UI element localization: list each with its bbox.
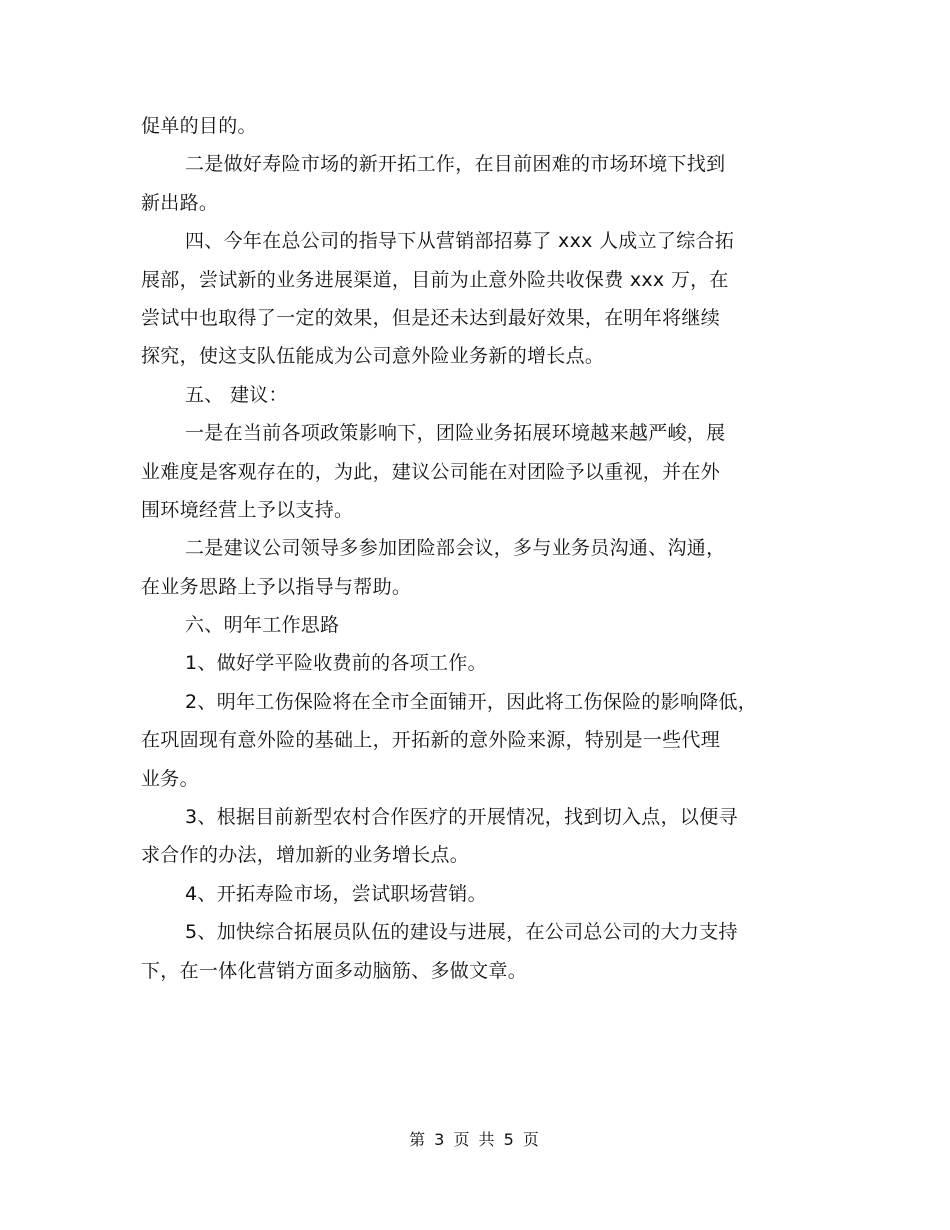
text-line: 业务。 — [141, 767, 199, 790]
text-line: 六、明年工作思路 — [185, 614, 340, 637]
text-line: 4、开拓寿险市场，尝试职场营销。 — [185, 882, 487, 905]
text-line: 1、做好学平险收费前的各项工作。 — [185, 652, 487, 675]
document-body — [141, 107, 821, 990]
text-line: 2、明年工伤保险将在全市全面铺开，因此将工伤保险的影响降低， — [185, 690, 758, 713]
text-line: 促单的目的。 — [141, 115, 257, 137]
text-line: 在巩固现有意外险的基础上，开拓新的意外险来源，特别是一些代理 — [141, 729, 721, 752]
text-line: 四、今年在总公司的指导下从营销部招募了 xxx 人成立了综合拓 — [185, 230, 735, 253]
text-line: 业难度是客观存在的，为此，建议公司能在对团险予以重视，并在外 — [141, 460, 721, 483]
text-line: 探究，使这支队伍能成为公司意外险业务新的增长点。 — [141, 345, 605, 368]
text-line: 五、 建议： — [185, 383, 288, 406]
text-line: 求合作的办法，增加新的业务增长点。 — [141, 844, 470, 867]
page-footer: 第 3 页 共 5 页 — [409, 1130, 541, 1149]
text-line: 围环境经营上予以支持。 — [141, 498, 354, 521]
text-line: 二是建议公司领导多参加团险部会议，多与业务员沟通、沟通， — [185, 537, 726, 560]
text-line: 5、加快综合拓展员队伍的建设与进展，在公司总公司的大力支持 — [185, 921, 738, 944]
text-line: 下，在一体化营销方面多动脑筋、多做文章。 — [141, 959, 528, 982]
text-line: 展部，尝试新的业务进展渠道，目前为止意外险共收保费 xxx 万，在 — [141, 268, 729, 291]
text-line: 3、根据目前新型农村合作医疗的开展情况，找到切入点，以便寻 — [185, 806, 738, 829]
text-line: 尝试中也取得了一定的效果，但是还未达到最好效果，在明年将继续 — [141, 306, 721, 329]
text-line: 二是做好寿险市场的新开拓工作，在目前困难的市场环境下找到 — [185, 153, 726, 176]
text-line: 一是在当前各项政策影响下，团险业务拓展环境越来越严峻，展 — [185, 422, 726, 445]
text-line: 在业务思路上予以指导与帮助。 — [141, 575, 412, 598]
text-line: 新出路。 — [141, 191, 219, 214]
